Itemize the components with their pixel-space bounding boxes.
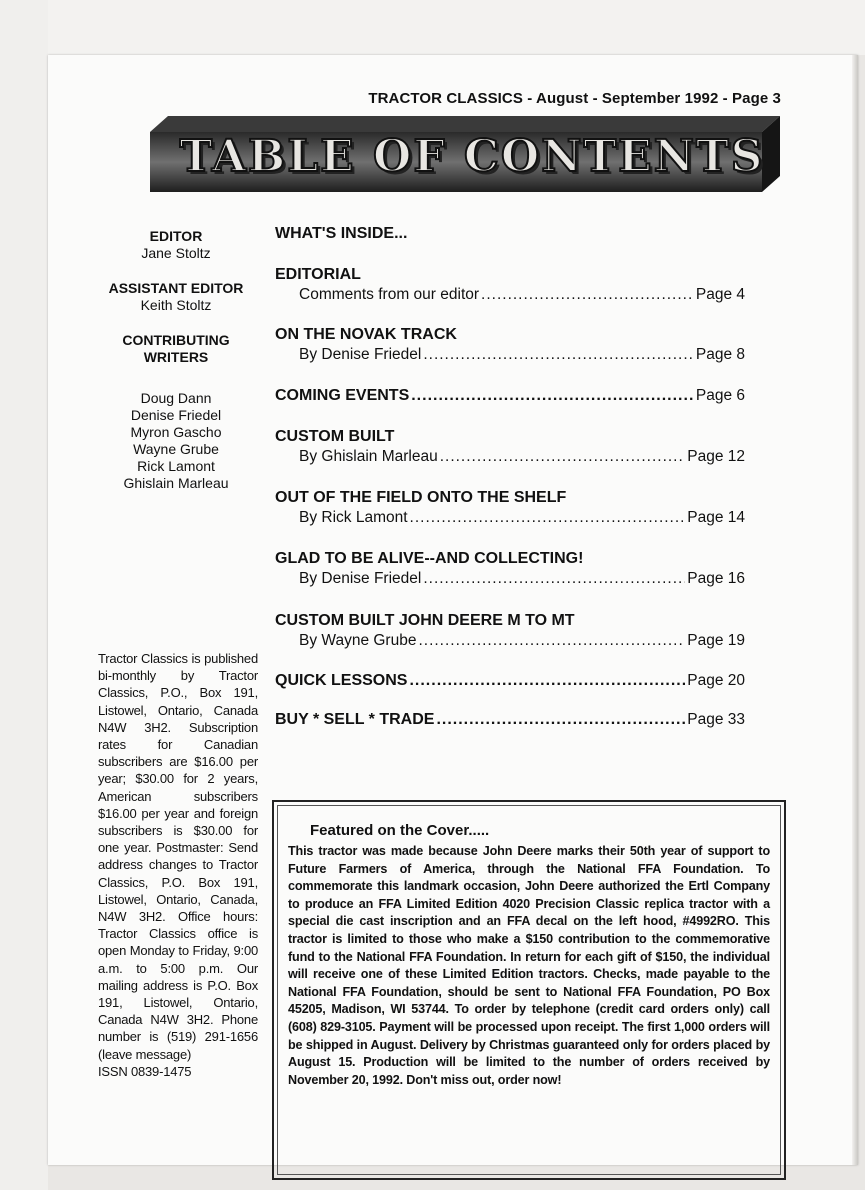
writer-name: Rick Lamont xyxy=(137,458,215,474)
toc-title: QUICK LESSONS xyxy=(275,672,408,689)
editor-name: Jane Stoltz xyxy=(141,245,211,261)
toc-subtitle: By Denise Friedel xyxy=(299,570,422,587)
toc-title: OUT OF THE FIELD ONTO THE SHELF xyxy=(275,489,567,506)
scan-background-left xyxy=(0,0,48,1190)
toc-entry-novak-track[interactable] xyxy=(275,325,745,365)
contributing-label-line2: WRITERS xyxy=(143,349,209,365)
leader-dots xyxy=(411,386,694,406)
toc-title: BUY * SELL * TRADE xyxy=(275,711,435,728)
leader-dots xyxy=(423,569,685,589)
toc-page: Page 6 xyxy=(695,387,745,404)
publication-info-text: Tractor Classics is published bi-monthly by Tractor Classics, P.O., Box 191, Listowel, Ontario, Canada N4W 3H2. Subscription rates for Canadian subscribers are $16.00 per year; $30.00 for 2 years, American subscribers $16.00 per year and foreign subscribers is $30.00 for one year. Postmaster: Send address changes to Tractor Classics, P.O. Box 191, Listowel, Ontario, Canada, N4W 3H2. Office hours: Tractor Classics office is open Monday to Friday, 9:00 a.m. to 5:00 p.m. Our mailing address is P.O. Box 191, Listowel, Ontario, Canada N4W 3H2. Phone number is (519) 291-1656 (leave message) xyxy=(98,651,258,1062)
leader-dots xyxy=(481,285,694,305)
toc-subtitle: Comments from our editor xyxy=(299,286,480,303)
toc-title: COMING EVENTS xyxy=(275,387,410,404)
leader-dots xyxy=(418,631,685,651)
toc-entry-coming-events[interactable] xyxy=(275,386,745,406)
toc-subtitle: By Ghislain Marleau xyxy=(299,448,438,465)
page-edge-shadow xyxy=(852,55,858,1165)
writer-name: Denise Friedel xyxy=(130,407,222,423)
toc-entry-editorial[interactable] xyxy=(275,265,745,305)
toc-entry-quick-lessons[interactable] xyxy=(275,671,745,691)
toc-page: Page 12 xyxy=(687,448,745,465)
toc-page: Page 20 xyxy=(687,672,745,689)
editor-label: EDITOR xyxy=(149,228,203,244)
staff-credits xyxy=(96,228,256,492)
toc-entry-buy-sell-trade[interactable] xyxy=(275,710,745,730)
toc-title: CUSTOM BUILT xyxy=(275,428,395,445)
banner-title: TABLE OF CONTENTS xyxy=(179,130,765,182)
assistant-editor-label: ASSISTANT EDITOR xyxy=(108,280,244,296)
writer-name: Myron Gascho xyxy=(130,424,222,440)
publication-info xyxy=(98,650,258,1080)
contributing-label-line1: CONTRIBUTING xyxy=(122,332,230,348)
featured-title: Featured on the Cover..... xyxy=(310,822,490,839)
leader-dots xyxy=(436,710,685,730)
table-of-contents-banner xyxy=(150,112,780,198)
featured-body: This tractor was made because John Deere marks their 50th year of support to Future Farmers of America, through the National FFA Foundation. To commemorate this landmark occasion, John Deere authorized the Ertl Company to produce an FFA Limited Edition 4020 Precision Classic replica tractor with a special die cast inscription and an FFA decal on the left hood, #4992RO. This tractor is limited to those who make a $150 contribution to the commemorative fund to the National FFA Foundation. In return for each gift of $150, the individual will receive one of these Limited Edition tractors. Checks, made payable to the National FFA Foundation, should be sent to National FFA Foundation, PO Box 45205, Madison, WI 53744. To order by telephone (credit card orders only) call (608) 829-3105. Payment will be processed upon receipt. The first 1,000 orders will be shipped in August. Delivery by Christmas guaranteed only for orders placed by August 15. Production will be limited to the number of orders received by November 20, 1992. Don't miss out, order now! xyxy=(288,844,770,1087)
toc-page: Page 19 xyxy=(687,632,745,649)
assistant-editor-name: Keith Stoltz xyxy=(140,297,212,313)
toc-subtitle: By Rick Lamont xyxy=(299,509,408,526)
toc-subtitle: By Denise Friedel xyxy=(299,346,422,363)
toc-entry-field-to-shelf[interactable] xyxy=(275,488,745,528)
toc-title: CUSTOM BUILT JOHN DEERE M TO MT xyxy=(275,612,575,629)
toc-page: Page 16 xyxy=(687,570,745,587)
toc-title: EDITORIAL xyxy=(275,266,361,283)
whats-inside-heading: WHAT'S INSIDE... xyxy=(275,225,408,242)
toc-entry-john-deere-m[interactable] xyxy=(275,611,745,651)
toc-page: Page 33 xyxy=(687,711,745,728)
running-head: TRACTOR CLASSICS - August - September 1992 - Page 3 xyxy=(368,90,781,107)
toc-page: Page 8 xyxy=(695,346,745,363)
toc-title: GLAD TO BE ALIVE--AND COLLECTING! xyxy=(275,550,584,567)
toc-page: Page 4 xyxy=(695,286,745,303)
toc-title: ON THE NOVAK TRACK xyxy=(275,326,457,343)
scan-background-top xyxy=(0,0,865,55)
toc-entry-glad-to-be-alive[interactable] xyxy=(275,549,745,589)
leader-dots xyxy=(409,671,685,691)
leader-dots xyxy=(440,447,686,467)
writer-name: Ghislain Marleau xyxy=(123,475,229,491)
toc-subtitle: By Wayne Grube xyxy=(299,632,417,649)
issn: ISSN 0839-1475 xyxy=(98,1063,192,1079)
toc-entry-custom-built[interactable] xyxy=(275,427,745,467)
toc-page: Page 14 xyxy=(687,509,745,526)
writer-name: Wayne Grube xyxy=(133,441,219,457)
leader-dots xyxy=(410,508,686,528)
writer-name: Doug Dann xyxy=(140,390,212,406)
leader-dots xyxy=(423,345,694,365)
featured-on-cover-box xyxy=(272,800,786,1180)
